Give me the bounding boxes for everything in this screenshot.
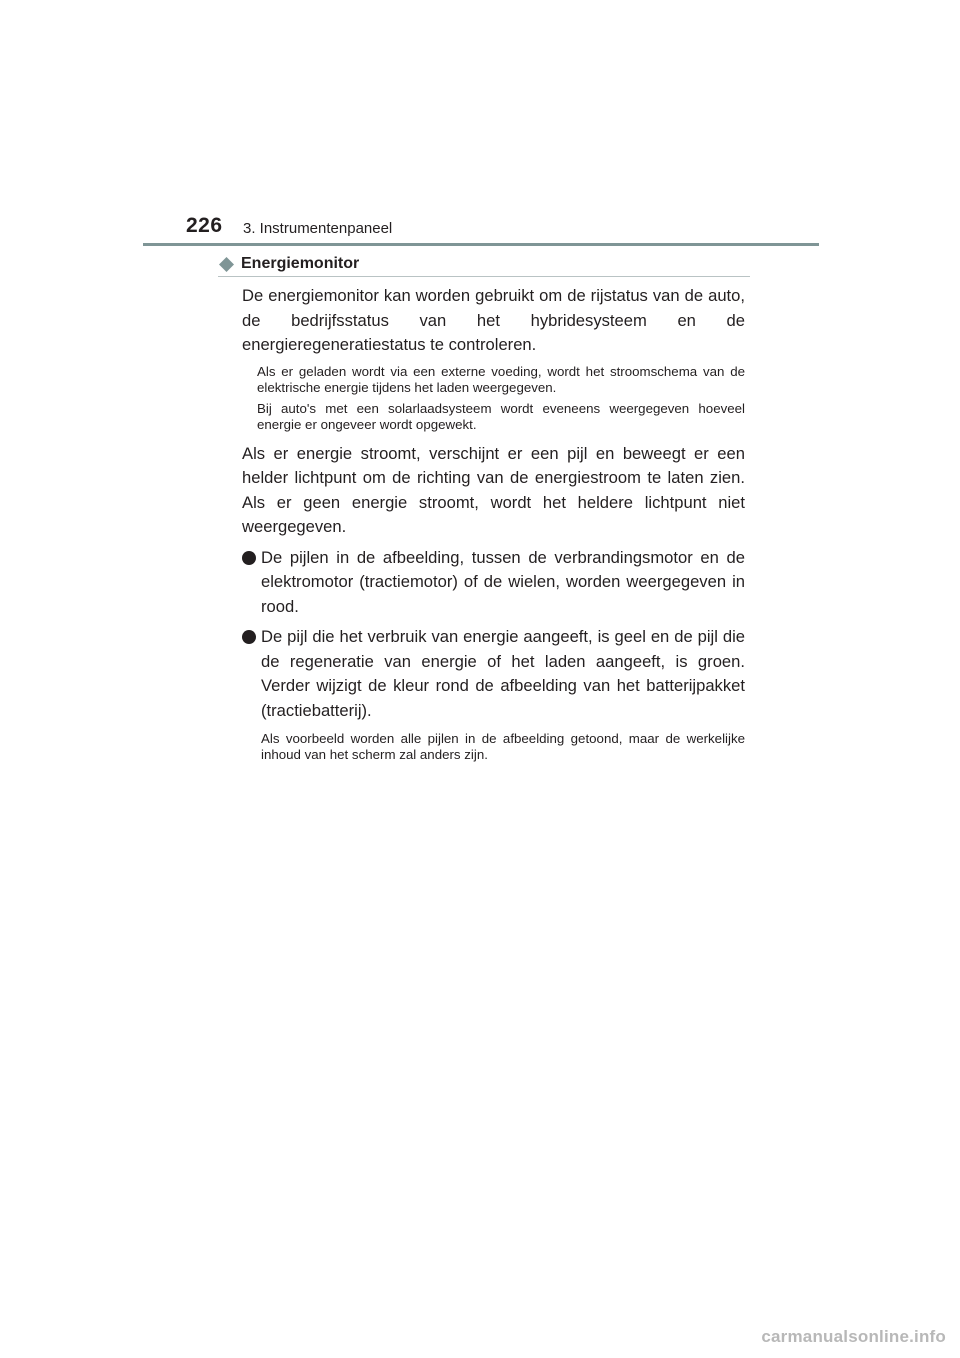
example-note: Als voorbeeld worden alle pijlen in de afbeelding getoond, maar de werkelijke inhoud van het scherm zal anders zijn. [261,731,745,762]
list-item [242,546,745,620]
intro-paragraph: De energiemonitor kan worden gebruikt om de rijstatus van de auto, de bedrijfsstatus van het hybridesysteem en de energieregeneratiestatus te controleren. [242,286,745,354]
note-external-charging: Als er geladen wordt via een externe voeding, wordt het stroomschema van de elektrische energie tijdens het laden weergegeven. [257,363,745,395]
page-number: 226 [186,214,223,237]
bullet-icon [242,630,256,644]
bullet-icon [242,551,256,565]
page-header [0,0,960,250]
list-item-text: De pijlen in de afbeelding, tussen de verbrandingsmotor en de elektromotor (tractiemotor) of de wielen, worden weergegeven in rood. [261,547,745,616]
list-item-text: De pijl die het verbruik van energie aangeeft, is geel en de pijl die de regeneratie van energie of het laden aangeeft, is groen. Verder wijzigt de kleur rond de afbeelding van het batterijpakket (tractiebatterij). [261,627,745,720]
diamond-icon [219,257,234,272]
note-solar-charging: Bij auto's met een solarlaadsysteem wordt eveneens weergegeven hoeveel energie er ongeveer wordt opgewekt. [257,400,745,432]
section-title: Energiemonitor [241,255,360,272]
list-item [242,625,745,723]
section-heading [218,254,750,277]
main-content [242,284,745,763]
site-watermark: carmanualsonline.info [761,1327,946,1346]
header-rule [143,243,819,246]
energy-flow-paragraph: Als er energie stroomt, verschijnt er een pijl en beweegt er een helder lichtpunt om de richting van de energiestroom te laten zien. Als er geen energie stroomt, wordt het heldere lichtpunt niet weergegeven. [242,443,745,536]
chapter-title: 3. Instrumentenpaneel [243,220,393,237]
